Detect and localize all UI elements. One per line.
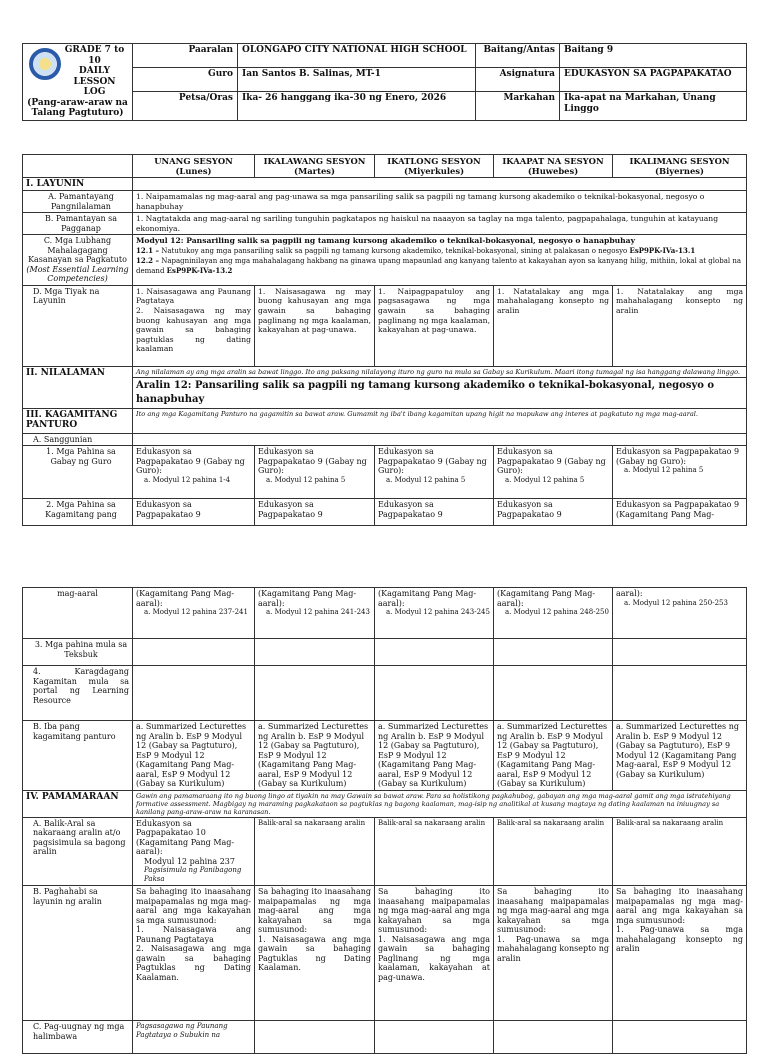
mag-aaral-cell-3: Edukasyon sa Pagpapakatao 9 xyxy=(375,499,494,526)
title-cell xyxy=(23,44,133,121)
tiyak-layunin-cell-4: 1. Natatalakay ang mga mahahalagang konsepto ng aralin xyxy=(494,285,613,366)
corner-cell xyxy=(23,154,133,177)
gabay-guro-cell-4: Edukasyon sa Pagpapakatao 9 (Gabay ng Guro): a. Modyul 12 pahina 5 xyxy=(494,446,613,499)
mag-aaral-pages-cell-2: (Kagamitang Pang Mag-aaral): a. Modyul 12 pahina 241-243 xyxy=(255,588,375,639)
lesson-table-p1 xyxy=(22,154,747,527)
session-header-3: IKATLONG SESYON (Miyerkules) xyxy=(375,154,494,177)
title-subtitle: (Pang-araw-araw na Talang Pagtuturo) xyxy=(27,97,128,118)
balik-aral-label: A. Balik-Aral sa nakaraang aralin at/o pagsisimula sa bagong aralin xyxy=(23,817,133,886)
header-table xyxy=(22,43,747,121)
asignatura-label: Asignatura xyxy=(476,67,560,91)
iba-kagamitan-cell-3: a. Summarized Lecturettes ng Aralin b. EsP 9 Modyul 12 (Gabay sa Pagtuturo), EsP 9 Modyul 12 (Kagamitang Pang Mag-aaral, EsP 9 Modyul 12 (Gabay sa Kurikulum) xyxy=(375,721,494,791)
gabay-guro-cell-3: Edukasyon sa Pagpapakatao 9 (Gabay ng Guro): a. Modyul 12 pahina 5 xyxy=(375,446,494,499)
iba-kagamitan-cell-5: a. Summarized Lecturettes ng Aralin b. EsP 9 Modyul 12 (Gabay sa Pagtuturo), EsP 9 Modyul 12 (Kagamitang Pang Mag-aaral, EsP 9 Modyul 12 (Gabay sa Kurikulum) xyxy=(613,721,747,791)
layunin-heading: I. LAYUNIN xyxy=(23,177,133,191)
balik-aral-cell-2: Balik-aral sa nakaraang aralin xyxy=(255,817,375,886)
gabay-guro-cell-1: Edukasyon sa Pagpapakatao 9 (Gabay ng Guro): a. Modyul 12 pahina 1-4 xyxy=(133,446,255,499)
nilalaman-note: Ang nilalaman ay ang mga aralin sa bawat linggo. Ito ang paksang nilalayong ituro ng guro na mula sa Gabay sa Kurikulum. Maari itong tumagal ng isa hanggang dalawang linggo. xyxy=(133,366,747,377)
pamamaraan-heading: IV. PAMAMARAAN xyxy=(23,790,133,817)
aralin-title: Aralin 12: Pansariling salik sa pagpili ng tamang kursong akademiko o teknikal-bokasyonal, negosyo o hanapbuhay xyxy=(133,377,747,408)
balik-aral-cell-3: Balik-aral sa nakaraang aralin xyxy=(375,817,494,886)
markahan-value: Ika-apat na Markahan, Unang Linggo xyxy=(560,91,747,120)
mag-aaral-cell-1: Edukasyon sa Pagpapakatao 9 xyxy=(133,499,255,526)
nilalaman-heading: II. NILALAMAN xyxy=(23,366,133,408)
mag-aaral-cell-2: Edukasyon sa Pagpapakatao 9 xyxy=(255,499,375,526)
sanggunian-label: A. Sanggunian xyxy=(23,433,133,446)
paghahabi-cell-3: Sa bahaging ito inaasahang maipapamalas ng mga mag-aaral ang mga kakayahan sa mga sumusunod: 1. Naisasagawa ang mga gawain sa bahaging Paglinang ng mga kaalaman, kakayahan at pag-unawa. xyxy=(375,886,494,1021)
paaralan-value: OLONGAPO CITY NATIONAL HIGH SCHOOL xyxy=(238,44,476,68)
session-header-1: UNANG SESYON (Lunes) xyxy=(133,154,255,177)
pamantayan-sa-pagganap-label: B. Pamantayan sa Pagganap xyxy=(23,213,133,235)
gabay-guro-cell-5: Edukasyon sa Pagpapakatao 9 (Gabay ng Guro): a. Modyul 12 pahina 5 xyxy=(613,446,747,499)
mag-aaral-pages-cell-1: (Kagamitang Pang Mag-aaral): a. Modyul 12 pahina 237-241 xyxy=(133,588,255,639)
title-line-2: DAILY xyxy=(78,66,111,76)
tiyak-layunin-cell-1: 1. Naisasagawa ang Paunang Pagtataya 2. Naisasagawa ng may buong kahusayan ang mga gawain sa bahaging pagtuklas ng dating kaalaman xyxy=(133,285,255,366)
petsa-value: Ika- 26 hanggang ika-30 ng Enero, 2026 xyxy=(238,91,476,120)
pamantayang-pangnilalaman-label: A. Pamantayang Pangnilalaman xyxy=(23,191,133,213)
iba-pang-kagamitan-label: B. Iba pang kagamitang panturo xyxy=(23,721,133,791)
gabay-guro-cell-2: Edukasyon sa Pagpapakatao 9 (Gabay ng Guro): a. Modyul 12 pahina 5 xyxy=(255,446,375,499)
mag-aaral-pages-cell-5: aaral): a. Modyul 12 pahina 250-253 xyxy=(613,588,747,639)
baitang-label: Baitang/Antas xyxy=(476,44,560,68)
paaralan-label: Paaralan xyxy=(133,44,238,68)
title-line-1: GRADE 7 to 10 xyxy=(64,45,125,66)
pamantayan-sa-pagganap-text: 1. Nagtatakda ang mag-aaral ng sariling tunguhin pagkatapos ng haiskul na naaayon sa taglay na mga talento, pagpapahalaga, tunguhin at katayuang ekonomiya. xyxy=(133,213,747,235)
page-1 xyxy=(22,43,746,526)
paghahabi-cell-2: Sa bahaging ito inaasahang maipapamalas ng mga mag-aaral ang mga kakayahan sa mga sumusunod: 1. Naisasagawa ang mga gawain sa bahaging Pagtuklas ng Dating Kaalaman. xyxy=(255,886,375,1021)
guro-value: Ian Santos B. Salinas, MT-1 xyxy=(238,67,476,91)
melc-text: Modyul 12: Pansariling salik sa pagpili ng tamang kursong akademiko o teknikal-bokasyonal, negosyo o hanapbuhay 12.1 – Natutukoy ang mga pansariling salik sa pagpili ng tamang kursong akademiko, teknikal-bokasyonal, sining at palakasan o negosyo EsP9PK-IVa-13.1 12.2 – Napagninilayan ang mga mahahalagang hakbang na ginawa upang mapaunlad ang kanyang talento at kakayahan ayon sa kanyang hilig, mithiin, lokal at global na demand EsP9PK-IVa-13.2 xyxy=(133,235,747,286)
markahan-label: Markahan xyxy=(476,91,560,120)
learning-resource-label: 4. Karagdagang Kagamitan mula sa portal ng Learning Resource xyxy=(23,666,133,721)
title-line-3: LESSON LOG xyxy=(73,76,116,97)
paghahabi-cell-1: Sa bahaging ito inaasahang maipapamalas ng mga mag-aaral ang mga kakayahan sa mga sumusunod: 1. Naisasagawa ang Paunang Pagtataya 2. Naisasagawa ang mga gawain sa bahaging Pagtuklas ng Dating Kaalaman. xyxy=(133,886,255,1021)
pamamaraan-note: Gawin ang pamamaraang ito ng buong lingo at tiyakin na may Gawain sa bawat araw. Para sa holistikong pagkahubog, gabayan ang mga mag-aaral gamit ang mga istratehiyang formative assessment. Magbigay ng maraming pagkakataon sa pagtuklas ng bagong kaalaman, mag-isip ng analitikal at kusang magtaya ng dating kaalaman na iniuugnay sa kanilang pang-araw-araw na karanasan. xyxy=(133,790,747,817)
pag-uugnay-label: C. Pag-uugnay ng mga halimbawa xyxy=(23,1021,133,1054)
mag-aaral-cell-4: Edukasyon sa Pagpapakatao 9 xyxy=(494,499,613,526)
petsa-label: Petsa/Oras xyxy=(133,91,238,120)
lesson-table-p2 xyxy=(22,587,747,1054)
mag-aaral-pages-cell-4: (Kagamitang Pang Mag-aaral): a. Modyul 12 pahina 248-250 xyxy=(494,588,613,639)
balik-aral-cell-4: Balik-aral sa nakaraang aralin xyxy=(494,817,613,886)
mag-aaral-cell-5: Edukasyon sa Pagpapakatao 9 (Kagamitang Pang Mag- xyxy=(613,499,747,526)
iba-kagamitan-cell-4: a. Summarized Lecturettes ng Aralin b. EsP 9 Modyul 12 (Gabay sa Pagtuturo), EsP 9 Modyul 12 (Kagamitang Pang Mag-aaral, EsP 9 Modyul 12 (Gabay sa Kurikulum) xyxy=(494,721,613,791)
iba-kagamitan-cell-1: a. Summarized Lecturettes ng Aralin b. EsP 9 Modyul 12 (Gabay sa Pagtuturo), EsP 9 Modyul 12 (Kagamitang Pang Mag-aaral, EsP 9 Modyul 12 (Gabay sa Kurikulum) xyxy=(133,721,255,791)
pag-uugnay-cell-1: Pagsasagawa ng Paunang Pagtataya o Subukin na xyxy=(133,1021,255,1054)
kagamitang-heading: III. KAGAMITANG PANTURO xyxy=(23,408,133,433)
balik-aral-cell-1: Edukasyon sa Pagpapakatao 10 (Kagamitang Pang Mag-aaral): Modyul 12 pahina 237 Pagsisimula ng Panibagong Paksa xyxy=(133,817,255,886)
deped-seal-icon xyxy=(29,48,61,80)
pamantayang-pangnilalaman-text: 1. Naipamamalas ng mag-aaral ang pag-unawa sa mga pansariling salik sa pagpili ng tamang kursong akademiko o teknikal-bokasyonal, negosyo o hanapbuhay xyxy=(133,191,747,213)
paghahabi-cell-5: Sa bahaging ito inaasahang maipapamalas ng mga mag-aaral ang mga kakayahan sa mga sumusunod: 1. Pag-unawa sa mga mahahalagang konsepto ng aralin xyxy=(613,886,747,1021)
page-2 xyxy=(22,587,746,1054)
paghahabi-label: B. Paghahabi sa layunin ng aralin xyxy=(23,886,133,1021)
iba-kagamitan-cell-2: a. Summarized Lecturettes ng Aralin b. EsP 9 Modyul 12 (Gabay sa Pagtuturo), EsP 9 Modyul 12 (Kagamitang Pang Mag-aaral, EsP 9 Modyul 12 (Gabay sa Kurikulum) xyxy=(255,721,375,791)
gabay-guro-label: 1. Mga Pahina sa Gabay ng Guro xyxy=(23,446,133,499)
melc-label: C. Mga Lubhang Mahalagagang Kasanayan sa Pagkatuto (Most Essential Learning Competencies) xyxy=(23,235,133,286)
mga-tiyak-na-layunin-label: D. Mga Tiyak na Layunin xyxy=(23,285,133,366)
baitang-value: Baitang 9 xyxy=(560,44,747,68)
session-header-2: IKALAWANG SESYON (Martes) xyxy=(255,154,375,177)
teksbuk-label: 3. Mga pahina mula sa Teksbuk xyxy=(23,639,133,666)
mag-aaral-pages-cell-3: (Kagamitang Pang Mag-aaral): a. Modyul 12 pahina 243-245 xyxy=(375,588,494,639)
kagamitang-pang-mag-aaral-label: 2. Mga Pahina sa Kagamitang pang xyxy=(23,499,133,526)
paghahabi-cell-4: Sa bahaging ito inaasahang maipapamalas ng mga mag-aaral ang mga kakayahan sa mga sumusunod: 1. Pag-unawa sa mga mahahalagang konsepto ng aralin xyxy=(494,886,613,1021)
asignatura-value: EDUKASYON SA PAGPAPAKATAO xyxy=(560,67,747,91)
tiyak-layunin-cell-5: 1. Natatalakay ang mga mahahalagang konsepto ng aralin xyxy=(613,285,747,366)
balik-aral-cell-5: Balik-aral sa nakaraang aralin xyxy=(613,817,747,886)
guro-label: Guro xyxy=(133,67,238,91)
session-header-5: IKALIMANG SESYON (Biyernes) xyxy=(613,154,747,177)
tiyak-layunin-cell-2: 1. Naisasagawa ng may buong kahusayan ang mga gawain sa bahaging paglinang ng mga kaalaman, kakayahan at pag-unawa. xyxy=(255,285,375,366)
session-header-4: IKAAPAT NA SESYON (Huwebes) xyxy=(494,154,613,177)
kagamitang-note: Ito ang mga Kagamitang Panturo na gagamitin sa bawat araw. Gumamit ng iba't ibang kagamitan upang higit na mapukaw ang interes at pagkatuto ng mga mag-aaral. xyxy=(133,408,747,433)
tiyak-layunin-cell-3: 1. Naipagpapatuloy ang pagsasagawa ng mga gawain sa bahaging paglinang ng mga kaalaman, kakayahan at pag-unawa. xyxy=(375,285,494,366)
mag-aaral-label-cont: mag-aaral xyxy=(23,588,133,639)
